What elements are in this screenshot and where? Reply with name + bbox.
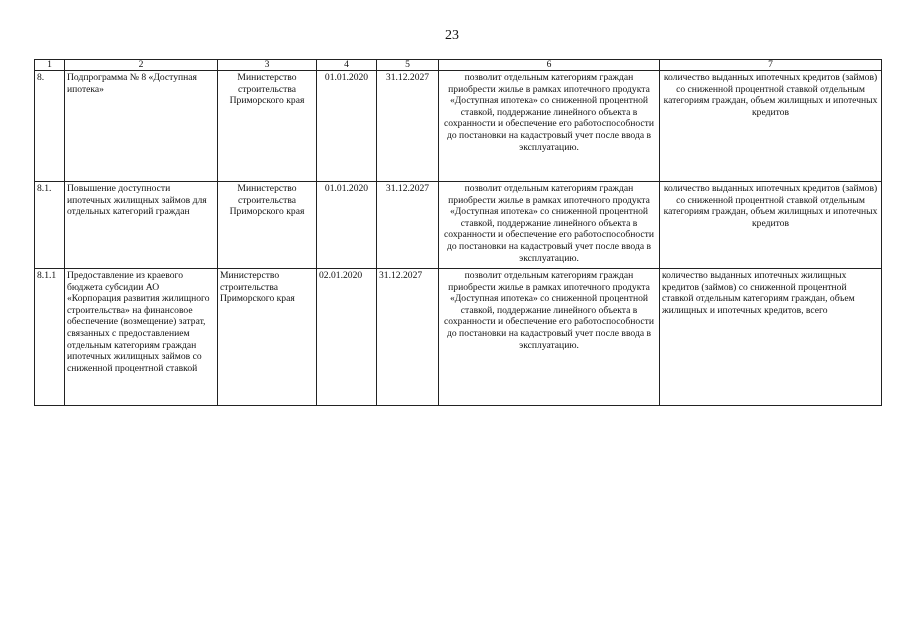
- start-date: 01.01.2020: [317, 182, 377, 269]
- column-header: 5: [377, 60, 439, 71]
- expected-result: позволит отдельным категориям граждан приобрести жилье в рамках ипотечного продукта «Доступная ипотека» со сниженной процентной ставкой, поддержание линейного объекта в сохранности и обеспечение его работоспособности до постановки на кадастровый учет после ввода в эксплуатацию.: [439, 71, 660, 182]
- executor: Министерство строительства Приморского края: [218, 269, 317, 406]
- column-header: 7: [660, 60, 882, 71]
- indicator: количество выданных ипотечных жилищных кредитов (займов) со сниженной процентной ставкой отдельным категориям граждан, объем жилищных и ипотечных кредитов, всего: [660, 269, 882, 406]
- column-header: 6: [439, 60, 660, 71]
- start-date: 02.01.2020: [317, 269, 377, 406]
- executor: Министерство строительства Приморского края: [218, 71, 317, 182]
- expected-result: позволит отдельным категориям граждан приобрести жилье в рамках ипотечного продукта «Доступная ипотека» со сниженной процентной ставкой, поддержание линейного объекта в сохранности и обеспечение его работоспособности до постановки на кадастровый учет после ввода в эксплуатацию.: [439, 269, 660, 406]
- page-number: 23: [445, 28, 459, 43]
- end-date: 31.12.2027: [377, 269, 439, 406]
- column-header: 1: [35, 60, 65, 71]
- activity-name: Предоставление из краевого бюджета субсидии АО «Корпорация развития жилищного строительства» на финансовое обеспечение (возмещение) затрат, связанных с предоставлением отдельным категориям граждан ипотечных жилищных займов со сниженной процентной ставкой: [65, 269, 218, 406]
- column-header: 3: [218, 60, 317, 71]
- table-row: [35, 182, 882, 269]
- row-number: 8.: [35, 71, 65, 182]
- indicator: количество выданных ипотечных кредитов (займов) со сниженной процентной ставкой отдельным категориям граждан, объем жилищных и ипотечных кредитов: [660, 71, 882, 182]
- table-row: [35, 269, 882, 406]
- row-number: 8.1.1: [35, 269, 65, 406]
- row-number: 8.1.: [35, 182, 65, 269]
- indicator: количество выданных ипотечных кредитов (займов) со сниженной процентной ставкой отдельным категориям граждан, объем жилищных и ипотечных кредитов: [660, 182, 882, 269]
- end-date: 31.12.2027: [377, 182, 439, 269]
- expected-result: позволит отдельным категориям граждан приобрести жилье в рамках ипотечного продукта «Доступная ипотека» со сниженной процентной ставкой, поддержание линейного объекта в сохранности и обеспечение его работоспособности до постановки на кадастровый учет после ввода в эксплуатацию.: [439, 182, 660, 269]
- column-header: 4: [317, 60, 377, 71]
- column-header: 2: [65, 60, 218, 71]
- executor: Министерство строительства Приморского края: [218, 182, 317, 269]
- end-date: 31.12.2027: [377, 71, 439, 182]
- header-row: [35, 60, 882, 71]
- activity-name: Подпрограмма № 8 «Доступная ипотека»: [65, 71, 218, 182]
- program-table: [34, 59, 882, 406]
- start-date: 01.01.2020: [317, 71, 377, 182]
- activity-name: Повышение доступности ипотечных жилищных займов для отдельных категорий граждан: [65, 182, 218, 269]
- table-row: [35, 71, 882, 182]
